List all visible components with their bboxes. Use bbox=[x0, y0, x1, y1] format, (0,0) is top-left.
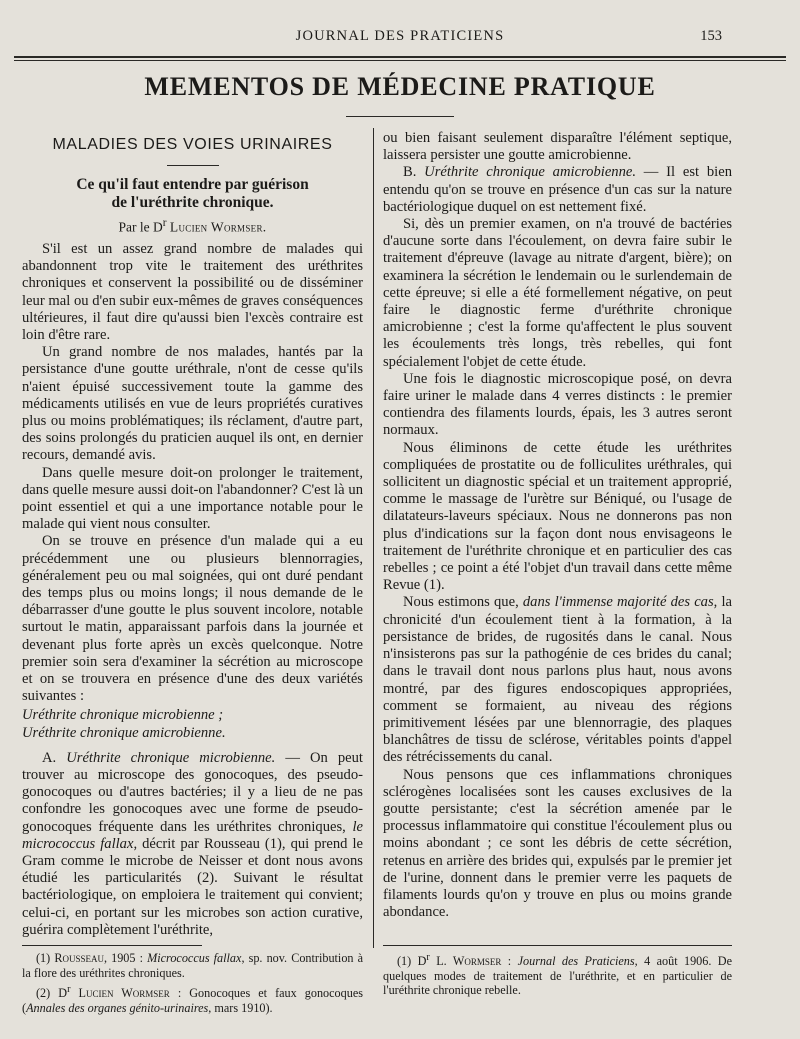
text-run: (2) D bbox=[36, 986, 68, 1001]
page-number: 153 bbox=[700, 28, 722, 44]
footnotes-right bbox=[383, 951, 732, 1001]
text-run: (1) D bbox=[397, 954, 427, 969]
text-run: — On peut trouver au microscope des gonocoques, des pseudo-gonocoques ou d'autres bactéries; il y a lieu de ne pas confondre les gonocoques avec une forme de pseudo-gonocoques fréquente dans les uréthrites chroniques, bbox=[22, 749, 363, 835]
article-title bbox=[22, 176, 363, 212]
footnote bbox=[22, 983, 363, 1015]
footnote-rule-left bbox=[22, 945, 202, 946]
text-run: — Il est bien entendu qu'on se trouve en présence d'un cas sur la nature bactériologique duquel on est nettement fixé. bbox=[383, 164, 732, 215]
italic-term: le micrococcus fallax bbox=[22, 818, 363, 852]
footnote-sup: r bbox=[426, 952, 430, 963]
footnote-author: L. Wormser bbox=[429, 954, 502, 969]
text-run: , la chronicité d'un écoulement tient à la formation, à la persistance de brides, de rugosités dans le canal. Nous n'insisterons pas sur la pathogénie de ces brides du canal; dans le travail dont nous parlons plus haut, nous avons montré, par des figures endoscopiques appropriées, comment se formaient, au niveau des régions primitivement lésées par une blennorragie, des plaques blanchâtres de tissu de sclérose, véritables points d'appel des rétrécissements du canal. bbox=[383, 594, 732, 766]
text-run: , 1905 : bbox=[103, 951, 148, 965]
footnote-sup: r bbox=[67, 984, 71, 995]
footnote-italic: Journal des Praticiens bbox=[517, 954, 635, 969]
section-b-heading: Uréthrite chronique amicrobienne. bbox=[424, 164, 637, 181]
paragraph-section-a bbox=[22, 750, 363, 939]
section-letter: B. bbox=[403, 164, 425, 181]
paragraph-section-b bbox=[383, 164, 732, 216]
running-title: JOURNAL DES PRATICIENS bbox=[295, 28, 505, 44]
paragraph: Si, dès un premier examen, on n'a trouvé de bactéries d'aucune sorte dans l'écoulement, on devra faire subir le traitement d'épreuve (lavage au nitrate d'argent, bière); on examinera la sécrétion le lendemain ou le surlendemain de cette épreuve; si elle a été formellement négative, on peut faire le diagnostic ferme d'uréthrite chronique amicrobienne ; c'est la forme qu'affectent le plus souvent les écoulements très longs, très rebelles, qui font spécialement l'objet de cette étude. bbox=[383, 216, 732, 370]
text-run: , sp. nov. Contribution à la flore des uréthrites chroniques. bbox=[22, 951, 364, 980]
byline bbox=[22, 215, 363, 236]
text-run: , décrit par Rousseau (1), qui prend le Gram comme le microbe de Neisser et dont nous avons étudié les particularités (2). Suivant le résultat bactériologique, on emploiera le traitement qui convient; celui-ci, en portant sur les microbes son action curative, guérira complètement l'uréthrite, bbox=[22, 835, 363, 938]
left-column bbox=[22, 130, 363, 939]
italic-phrase: dans l'immense majorité des cas bbox=[522, 594, 714, 611]
byline-sup: r bbox=[162, 217, 167, 230]
paragraph: Dans quelle mesure doit-on prolonger le traitement, dans quelle mesure aussi doit-on l'abandonner? C'est là un point essentiel et qui a une importance notable pour le malade qui vient nous consulter. bbox=[22, 464, 363, 533]
rubric-heading: MALADIES DES VOIES URINAIRES bbox=[52, 136, 333, 153]
rubric-divider bbox=[167, 165, 219, 166]
header-rule-thin bbox=[14, 60, 786, 61]
paragraph: Un grand nombre de nos malades, hantés par la persistance d'une goutte uréthrale, n'ont de cesse qu'ils n'aient épuisé successivement toute la gamme des médicaments utilisés en vue de leurs propriétés curatives plus ou moins problématiques; ils réclament, d'autre part, des soins prolongés du praticien auquel ils ont, en dernier recours, demandé avis. bbox=[22, 344, 363, 464]
paragraph: On se trouve en présence d'un malade qui a eu précédemment une ou plusieurs blennorragies, généralement peu ou mal soignées, qui ont duré pendant des temps plus ou moins longs; il nous demande de le débarrasser d'une goutte le plus souvent incolore, notable surtout le matin, apparaissant parfois dans la journée et devenant plus forte après un excès quelconque. Notre premier soin sera d'examiner la sécrétion au microscope et on se trouvera en présence d'une des deux variétés suivantes : bbox=[22, 533, 363, 705]
footnote bbox=[22, 951, 363, 980]
text-run: , mars 1910). bbox=[208, 1000, 273, 1015]
column-divider bbox=[373, 128, 374, 948]
text-run: : bbox=[501, 954, 518, 969]
footnote-italic: Annales des organes génito-urinaires bbox=[26, 1000, 209, 1015]
section-a-heading: Uréthrite chronique microbienne. bbox=[66, 749, 276, 766]
section-letter: A. bbox=[42, 749, 67, 766]
footnote-italic: Micrococcus fallax bbox=[147, 951, 242, 965]
right-column bbox=[383, 130, 732, 921]
section-title: MEMENTOS DE MÉDECINE PRATIQUE bbox=[144, 72, 656, 101]
article-title-line1: Ce qu'il faut entendre par guérison bbox=[76, 176, 309, 194]
variety-item: Uréthrite chronique microbienne ; bbox=[22, 707, 224, 724]
running-header bbox=[14, 28, 786, 52]
text-run: (1) bbox=[36, 951, 55, 965]
varieties-list bbox=[22, 707, 363, 741]
paragraph-continuation: ou bien faisant seulement disparaître l'élément septique, laissera persister une goutte amicrobienne. bbox=[383, 130, 732, 164]
text-run: : Gonocoques et faux gonocoques ( bbox=[22, 986, 363, 1015]
footnote-author: Rousseau bbox=[54, 951, 104, 965]
paragraph bbox=[383, 594, 732, 766]
footnote-rule-right bbox=[383, 945, 732, 946]
paragraph: S'il est un assez grand nombre de malades qui abandonnent trop vite le traitement des uréthrites chroniques et conservent la possibilité ou de disséminer leur mal ou d'en subir eux-mêmes de graves conséquences ultérieures, il faut dire qu'aussi bien l'excès contraire est loin d'être rare. bbox=[22, 240, 363, 343]
text-run: , 4 août 1906. De quelques modes de traitement de l'uréthrite, et en particulier de l'uréthrite chronique rebelle. bbox=[383, 954, 733, 998]
footnotes-left bbox=[22, 951, 363, 1018]
footnote bbox=[383, 951, 732, 998]
footnote-author: Lucien Wormser bbox=[70, 986, 170, 1001]
title-divider bbox=[346, 116, 454, 117]
paragraph: Nous éliminons de cette étude les uréthrites compliquées de prostatite ou de folliculites uréthrales, qui sollicitent un diagnostic spécial et un traitement approprié, comme le massage de l'urètre sur Béniqué, ou l'usage de dilatateurs-laveurs spéciaux. Nous ne donnerons pas non plus d'indications sur la façon dont nous envisageons le traitement de l'uréthrite chronique et en particulier des cas rebelles ; ce point a été l'objet d'un travail dans cette même Revue (1). bbox=[383, 439, 732, 594]
paragraph: Une fois le diagnostic microscopique posé, on devra faire uriner le malade dans 4 verres distincts : le premier contiendra des filaments lourds, épais, les 3 autres seront normaux. bbox=[383, 370, 732, 439]
byline-prefix: Par le D bbox=[118, 219, 163, 235]
variety-item: Uréthrite chronique amicrobienne. bbox=[22, 724, 226, 741]
header-rule bbox=[14, 56, 786, 58]
text-run: Nous estimons que, bbox=[403, 594, 523, 611]
paragraph: Nous pensons que ces inflammations chroniques sclérogènes localisées sont les causes exclusives de la goutte persistante; c'est la sécrétion amenée par le processus inflammatoire qui constitue l'écoulement plus ou moins abondant ; ce sont les débris de cette sécrétion, retenus en arrière des brides qui, expulsés par le premier jet de l'urine, donnent dans le premier verre les paquets de filaments lourds qu'on y trouve en plus ou moins grande abondance. bbox=[383, 766, 732, 921]
article-title-line2: de l'uréthrite chronique. bbox=[111, 194, 274, 212]
byline-author: Lucien Wormser. bbox=[169, 219, 267, 235]
